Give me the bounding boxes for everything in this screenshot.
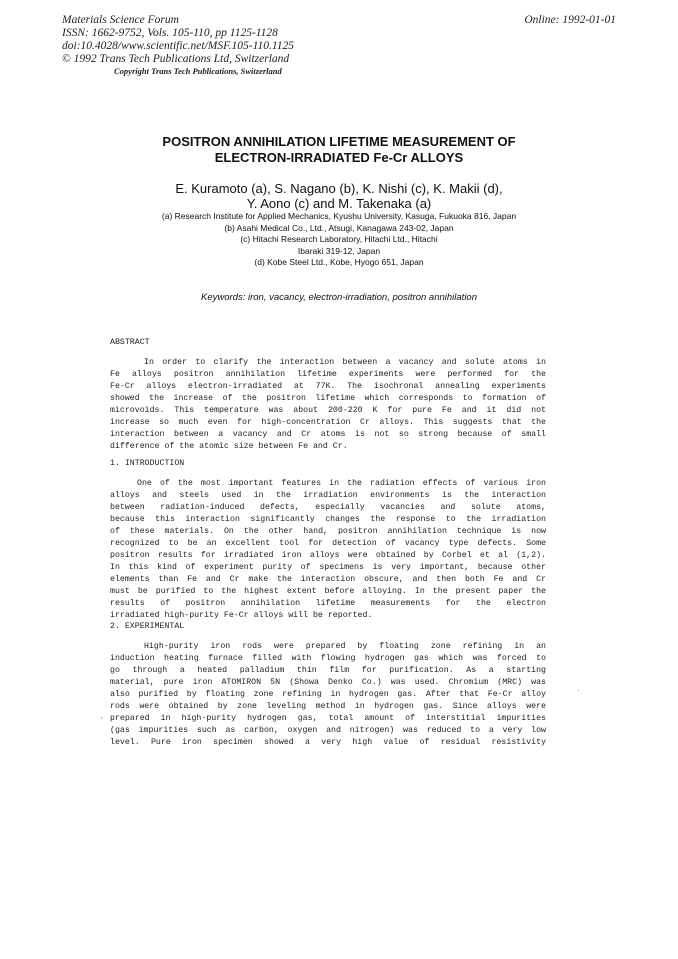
margin-mark: · bbox=[100, 713, 103, 723]
introduction-line: elements than Fe and Cr make the interaction obscure, and then both Fe and Cr bbox=[110, 575, 546, 584]
experimental-body bbox=[110, 641, 546, 749]
experimental-line: also purified by floating zone refining in hydrogen gas. After that Fe-Cr alloy bbox=[110, 690, 546, 699]
affiliation-c-cont: Ibaraki 319-12, Japan bbox=[297, 245, 381, 256]
introduction-line: alloys and steels used in the irradiation environments is the interaction bbox=[110, 491, 546, 500]
abstract-line: interaction between a vacancy and Cr atoms is not so strong because of small bbox=[110, 430, 546, 439]
journal-name: Materials Science Forum bbox=[62, 14, 179, 26]
experimental-line: rods were obtained by zone leveling method in hydrogen gas. Since alloys were bbox=[110, 702, 546, 711]
introduction-line: results of positron annihilation lifetime measurements for the electron bbox=[110, 599, 546, 608]
experimental-line: material, pure iron ATOMIRON 5N (Showa Denko Co.) was used. Chromium (MRC) was bbox=[110, 678, 546, 687]
affiliation-c: (c) Hitachi Research Laboratory, Hitachi Ltd., Hitachi bbox=[240, 234, 438, 244]
paper-title bbox=[0, 134, 678, 166]
introduction-line: recognized to be an excellent tool for detection of vacancy type defects. Some bbox=[110, 539, 546, 548]
introduction-heading: 1. INTRODUCTION bbox=[110, 459, 185, 468]
title-line-2: ELECTRON-IRRADIATED Fe-Cr ALLOYS bbox=[214, 150, 464, 165]
experimental-line: level. Pure iron specimen showed a very high value of residual resistivity bbox=[110, 738, 546, 747]
authors-line-1: E. Kuramoto (a), S. Nagano (b), K. Nishi (c), K. Makii (d), bbox=[175, 181, 503, 196]
introduction-line: One of the most important features in the radiation effects of various iron bbox=[137, 479, 546, 488]
abstract-line: difference of the atomic size between Fe and Cr. bbox=[110, 442, 348, 451]
abstract-body bbox=[110, 357, 546, 453]
affiliation-b: (b) Asahi Medical Co., Ltd., Atsugi, Kanagawa 243-02, Japan bbox=[224, 222, 454, 233]
publication-info bbox=[62, 14, 294, 66]
introduction-line: because this interaction significantly changes the response to the irradiation bbox=[110, 515, 546, 524]
experimental-line: (gas impurities such as carbon, oxygen and nitrogen) was reduced to a very low bbox=[110, 726, 546, 735]
abstract-heading: ABSTRACT bbox=[110, 338, 150, 347]
introduction-line: positron results for irradiated iron alloys were obtained by Corbel et al (1,2). bbox=[110, 551, 546, 560]
authors-line-2: Y. Aono (c) and M. Takenaka (a) bbox=[246, 196, 432, 211]
abstract-line: microvoids. This temperature was about 200-220 K for pure Fe and it did not bbox=[110, 406, 546, 415]
abstract-line: increase so much even for high-concentration Cr alloys. This suggests that the bbox=[110, 418, 546, 427]
author-list bbox=[0, 181, 678, 211]
abstract-line: Fe alloys positron annihilation lifetime experiments were performed for the bbox=[110, 370, 546, 379]
copyright-notice: Copyright Trans Tech Publications, Switzerland bbox=[114, 66, 282, 76]
affiliation-d: (d) Kobe Steel Ltd., Kobe, Hyogo 651, Japan bbox=[254, 257, 424, 267]
affiliation-a: (a) Research Institute for Applied Mechanics, Kyushu University, Kasuga, Fukuoka 816, Japan bbox=[161, 211, 517, 221]
introduction-body bbox=[110, 478, 546, 622]
introduction-line: between radiation-induced defects, especially vacancies and solute atoms, bbox=[110, 503, 546, 512]
experimental-line: induction heating furnace filled with flowing hydrogen gas which was forced to bbox=[110, 654, 546, 663]
abstract-line: showed the increase of the positron lifetime which corresponds to formation of bbox=[110, 394, 546, 403]
experimental-heading: 2. EXPERIMENTAL bbox=[110, 622, 185, 631]
introduction-line: must be purified to the highest extent before alloying. In the present paper the bbox=[110, 587, 546, 596]
keywords: Keywords: iron, vacancy, electron-irradiation, positron annihilation bbox=[201, 292, 477, 303]
online-date: Online: 1992-01-01 bbox=[524, 14, 616, 26]
introduction-line: of these materials. On the other hand, positron annihilation technique is now bbox=[110, 527, 546, 536]
experimental-line: High-purity iron rods were prepared by floating zone refining in an bbox=[144, 642, 546, 651]
experimental-line: go through a heated palladium thin film for purification. As a starting bbox=[110, 666, 546, 675]
copyright-line: © 1992 Trans Tech Publications Ltd, Switzerland bbox=[62, 53, 290, 65]
introduction-line: In this kind of experiment purity of specimens is very important, because other bbox=[110, 563, 546, 572]
title-line-1: POSITRON ANNIHILATION LIFETIME MEASUREMENT OF bbox=[162, 134, 516, 149]
doi-line: doi:10.4028/www.scientific.net/MSF.105-110.1125 bbox=[62, 40, 295, 52]
scan-speck bbox=[578, 690, 579, 691]
issn-line: ISSN: 1662-9752, Vols. 105-110, pp 1125-1128 bbox=[62, 27, 278, 39]
abstract-line: Fe-Cr alloys electron-irradiated at 77K. The isochronal annealing experiments bbox=[110, 382, 546, 391]
introduction-line: irradiated high-purity Fe-Cr alloys will be reported. bbox=[110, 611, 373, 620]
abstract-line: In order to clarify the interaction between a vacancy and solute atoms in bbox=[144, 358, 546, 367]
experimental-line: prepared in high-purity hydrogen gas, total amount of interstitial impurities bbox=[110, 714, 546, 723]
affiliations bbox=[0, 211, 678, 269]
